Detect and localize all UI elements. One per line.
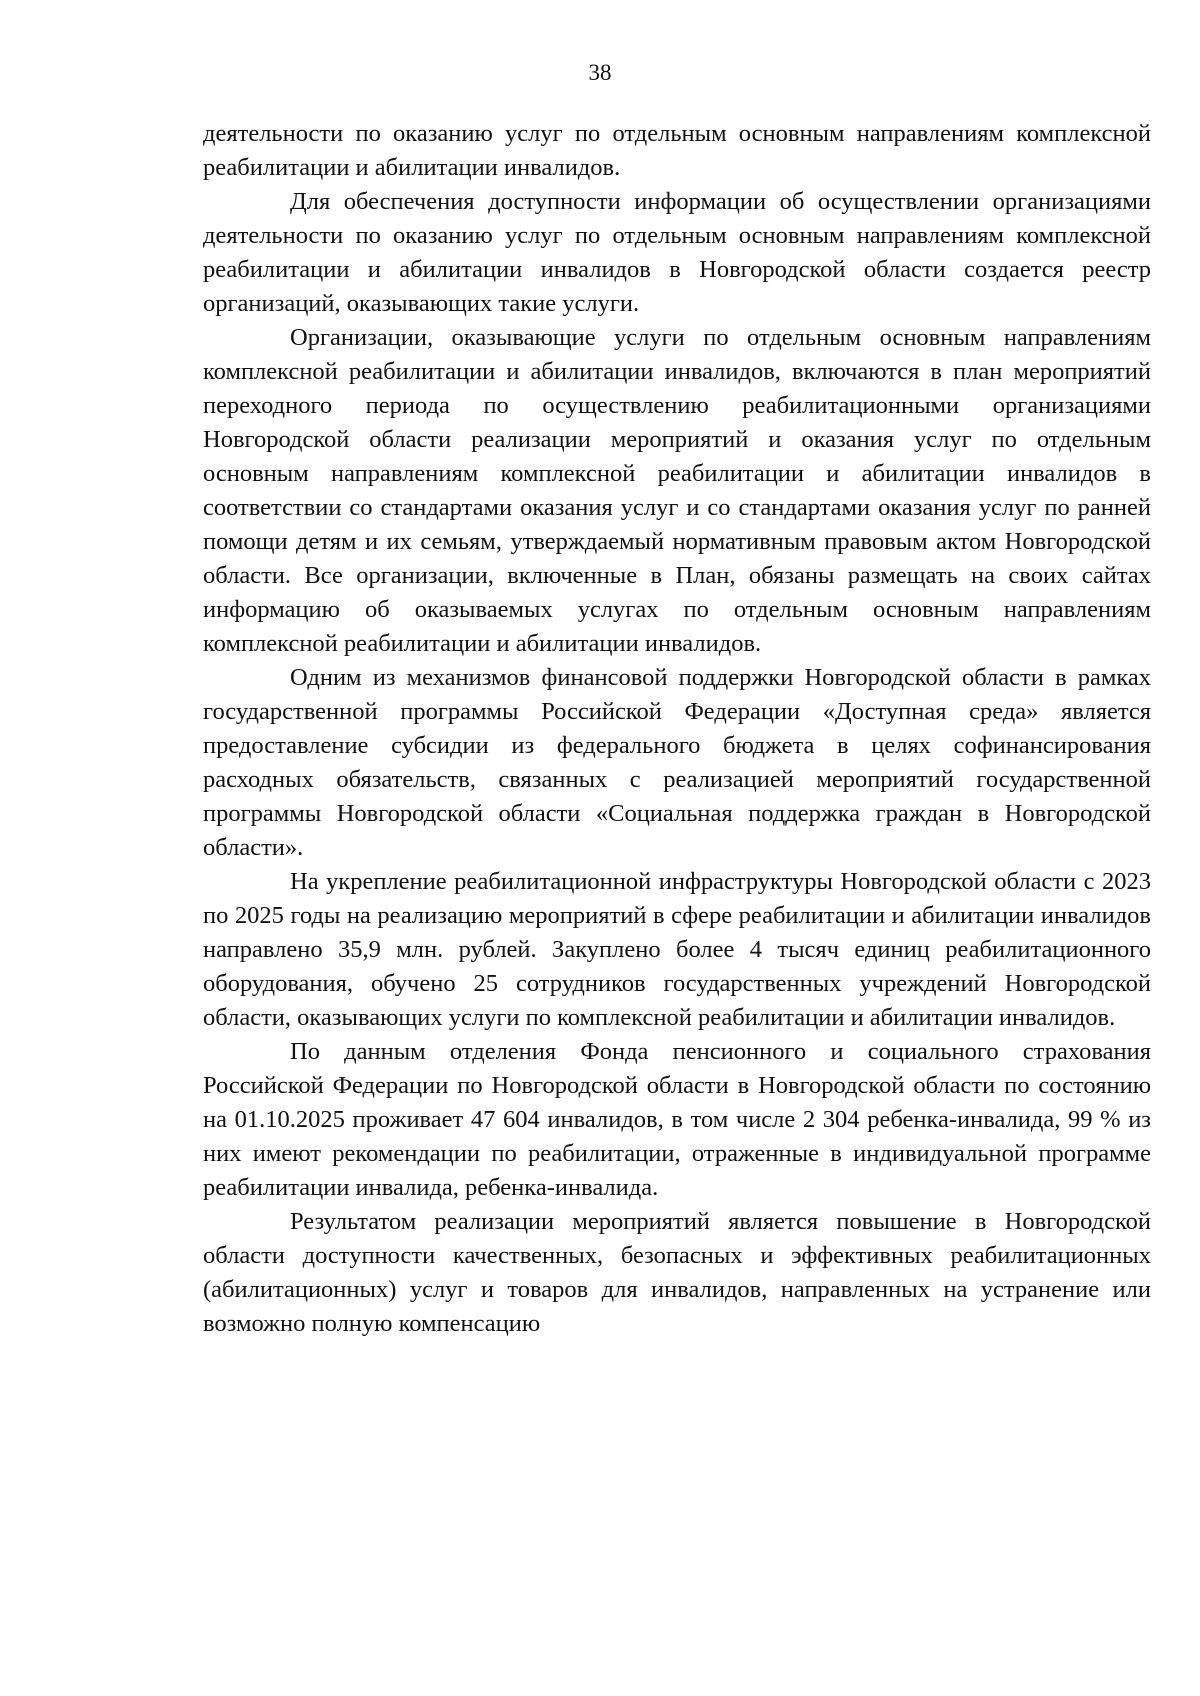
paragraph-3: Организации, оказывающие услуги по отдельным основным направлениям комплексной реабилитации и абилитации инвалидов, включаются в план мероприятий переходного периода по осуществлению реабилитационными организациями Новгородской области реализации мероприятий и оказания услуг по отдельным основным направлениям комплексной реабилитации и абилитации инвалидов в соответствии со стандартами оказания услуг и со стандартами оказания услуг по ранней помощи детям и их семьям, утверждаемый нормативным правовым актом Новгородской области. Все организации, включенные в План, обязаны размещать на своих сайтах информацию об оказываемых услугах по отдельным основным направлениям комплексной реабилитации и абилитации инвалидов. — [203, 324, 1151, 657]
paragraph-5: На укрепление реабилитационной инфраструктуры Новгородской области с 2023 по 2025 годы на реализацию мероприятий в сфере реабилитации и абилитации инвалидов направлено 35,9 млн. рублей. Закуплено более 4 тысяч единиц реабилитационного оборудования, обучено 25 сотрудников государственных учреждений Новгородской области, оказывающих услуги по комплексной реабилитации и абилитации инвалидов. — [203, 868, 1151, 1031]
paragraph-6: По данным отделения Фонда пенсионного и социального страхования Российской Федерации по Новгородской области в Новгородской области по состоянию на 01.10.2025 проживает 47 604 инвалидов, в том числе 2 304 ребенка-инвалида, 99 % из них имеют рекомендации по реабилитации, отраженные в индивидуальной программе реабилитации инвалида, ребенка-инвалида. — [203, 1038, 1151, 1201]
paragraph-4: Одним из механизмов финансовой поддержки Новгородской области в рамках государственной программы Российской Федерации «Доступная среда» является предоставление субсидии из федерального бюджета в целях софинансирования расходных обязательств, связанных с реализацией мероприятий государственной программы Новгородской области «Социальная поддержка граждан в Новгородской области». — [203, 664, 1151, 861]
paragraph-7: Результатом реализации мероприятий является повышение в Новгородской области доступности качественных, безопасных и эффективных реабилитационных (абилитационных) услуг и товаров для инвалидов, направленных на устранение или возможно полную компенсацию — [203, 1208, 1151, 1337]
page-number: 38 — [588, 60, 612, 85]
document-body — [203, 117, 1151, 1341]
paragraph-1: деятельности по оказанию услуг по отдельным основным направлениям комплексной реабилитации и абилитации инвалидов. — [203, 120, 1151, 181]
paragraph-2: Для обеспечения доступности информации об осуществлении организациями деятельности по оказанию услуг по отдельным основным направлениям комплексной реабилитации и абилитации инвалидов в Новгородской области создается реестр организаций, оказывающих такие услуги. — [203, 188, 1151, 317]
